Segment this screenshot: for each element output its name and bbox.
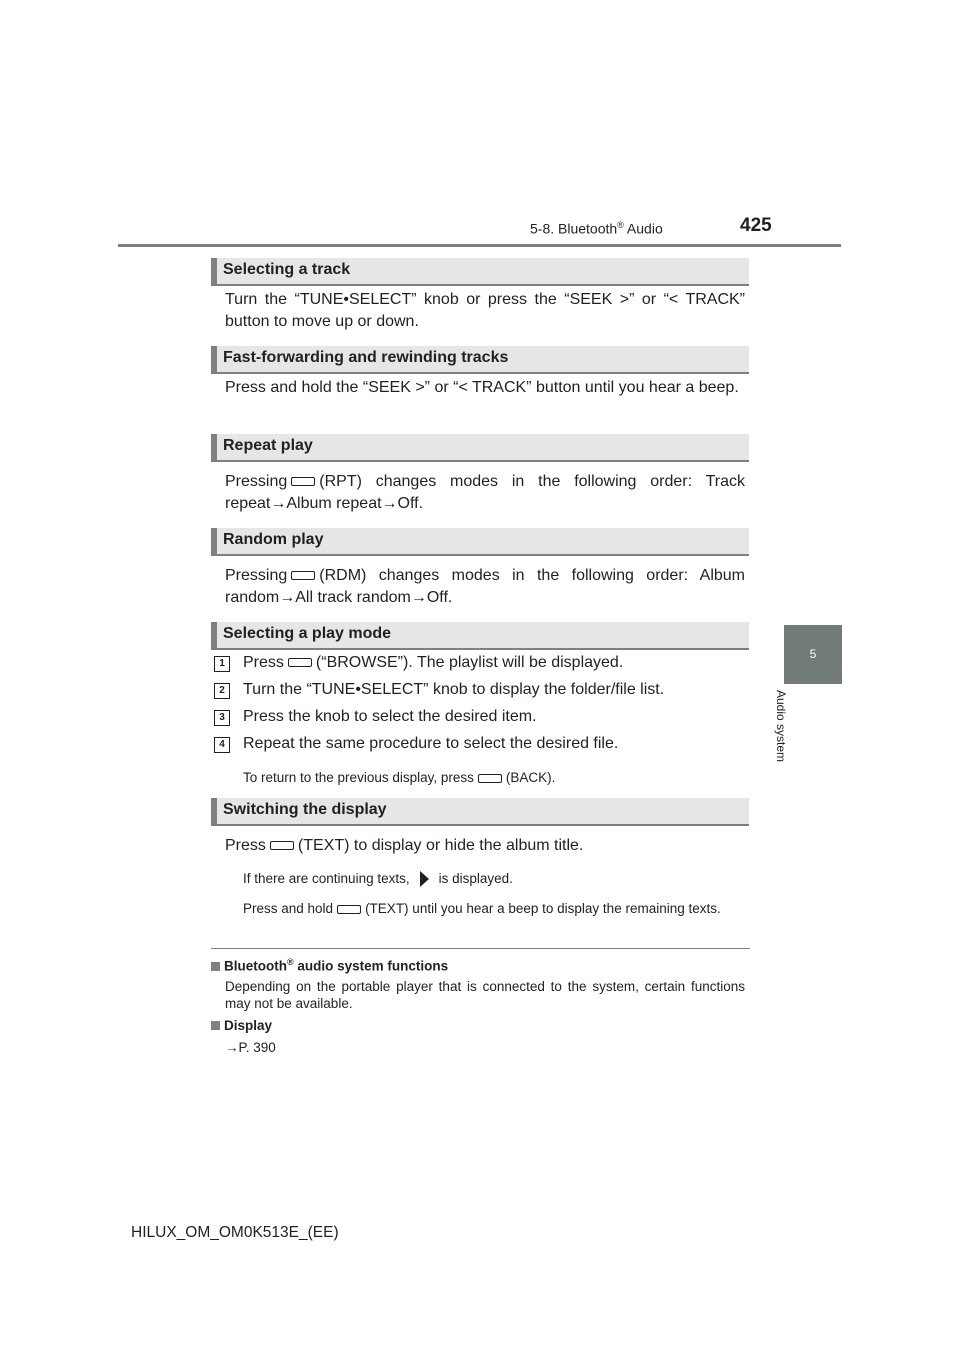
section-header-suffix: Audio: [623, 220, 663, 237]
switch-display-body: [225, 835, 745, 857]
browse-button-icon: [288, 658, 312, 667]
text-button-icon: [337, 905, 361, 914]
selecting-track-body: Turn the “TUNE•SELECT” knob or press the “SEEK >” or “< TRACK” button to move up or down.: [225, 291, 745, 330]
section-bar-random-play: [211, 528, 749, 556]
back-button-icon: [478, 774, 502, 783]
continue-arrow-icon: [420, 871, 429, 887]
rpt-button-icon: [291, 477, 315, 486]
random-play-body: [225, 565, 745, 609]
section-title: Selecting a track: [223, 261, 351, 278]
registered-mark: ®: [617, 220, 624, 230]
body-text: Pressing: [225, 473, 288, 490]
section-title: Fast-forwarding and rewinding tracks: [223, 349, 509, 366]
note-text: To return to the previous display, press: [243, 770, 474, 785]
repeat-play-body: [225, 471, 745, 515]
step-text: Press the knob to select the desired item.: [243, 708, 537, 725]
note-text: Press and hold: [243, 901, 334, 916]
step-text-pre: Press: [243, 654, 284, 671]
body-text: Press: [225, 837, 266, 854]
section-title: Repeat play: [223, 437, 313, 454]
bt-functions-heading: [211, 957, 448, 974]
heading-text: Bluetooth: [224, 958, 287, 974]
fast-forward-body: Press and hold the “SEEK >” or “< TRACK” button until you hear a beep.: [225, 379, 739, 396]
step-number: 3: [214, 710, 230, 726]
chapter-tab: 5: [784, 625, 842, 684]
section-bar-selecting-track: [211, 258, 749, 286]
continuing-text-note: [243, 869, 513, 888]
header-divider: [118, 244, 841, 247]
chapter-tab-label-box: [774, 690, 802, 790]
remaining-text-note: [243, 899, 745, 918]
square-bullet-icon: [211, 962, 220, 971]
section-bar-repeat-play: [211, 434, 749, 462]
back-note: [243, 768, 555, 787]
section-bar-play-mode: [211, 622, 749, 650]
step-text: Repeat the same procedure to select the desired file.: [243, 735, 619, 752]
bt-functions-body: Depending on the portable player that is connected to the system, certain functions may not be available.: [225, 979, 745, 1011]
step-number: 2: [214, 683, 230, 699]
square-bullet-icon: [211, 1021, 220, 1030]
step-text-post: (“BROWSE”). The playlist will be displayed.: [315, 654, 624, 671]
note-text: (TEXT) until you hear a beep to display the remaining texts.: [365, 901, 721, 916]
step-number: 4: [214, 737, 230, 753]
step-number: 1: [214, 656, 230, 672]
display-page-reference[interactable]: →P. 390: [225, 1040, 276, 1055]
section-bar-fast-forward: [211, 346, 749, 374]
section-header-text: 5-8. Bluetooth: [530, 220, 618, 237]
registered-mark: ®: [287, 957, 294, 967]
section-title: Selecting a play mode: [223, 625, 392, 642]
note-text: If there are continuing texts,: [243, 871, 410, 886]
body-text: (RDM) changes modes in the following order: Album random→All track random→Off.: [225, 567, 745, 606]
heading-text: audio system functions: [293, 958, 449, 974]
step-text: [243, 654, 623, 672]
note-text: is displayed.: [438, 871, 513, 886]
page-number: 425: [740, 215, 772, 236]
section-bar-switch-display: [211, 798, 749, 826]
section-header: [530, 220, 663, 237]
notes-divider: [211, 948, 750, 949]
chapter-tab-label: Audio system: [774, 690, 788, 763]
step-text: Turn the “TUNE•SELECT” knob to display the folder/file list.: [243, 681, 665, 698]
body-text: (TEXT) to display or hide the album title.: [297, 837, 584, 854]
heading-text: Display: [224, 1018, 273, 1033]
section-title: Switching the display: [223, 801, 387, 818]
display-heading: [211, 1018, 272, 1033]
section-title: Random play: [223, 531, 324, 548]
document-code: HILUX_OM_OM0K513E_(EE): [131, 1224, 339, 1241]
note-text: (BACK).: [505, 770, 556, 785]
body-text: (RPT) changes modes in the following order: Track repeat→Album repeat→Off.: [225, 473, 745, 512]
rdm-button-icon: [291, 571, 315, 580]
body-text: Pressing: [225, 567, 288, 584]
text-button-icon: [270, 841, 294, 850]
